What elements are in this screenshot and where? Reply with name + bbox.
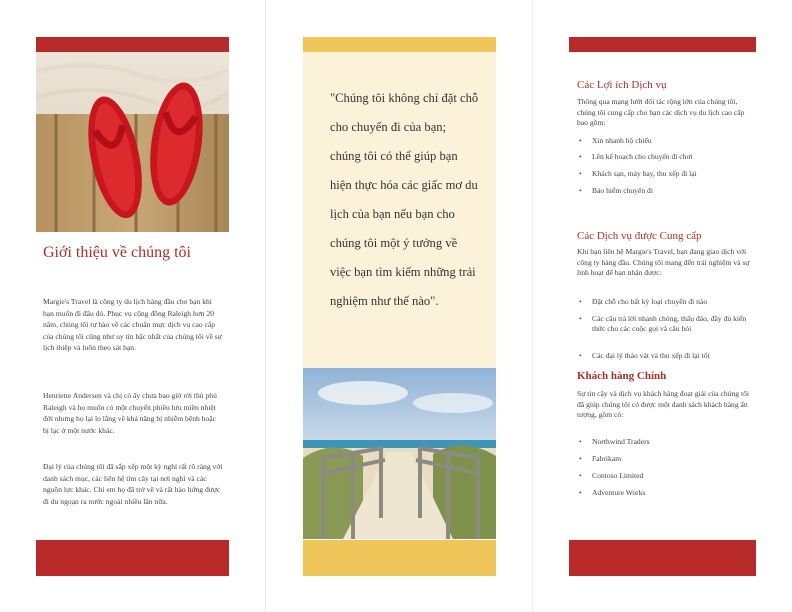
about-paragraph-1: Margie's Travel là công ty du lịch hàng đầu cho bạn khi bạn muốn đi đâu đó. Phục vụ cộng đồng Raleigh hơn 20 năm, chúng tôi tự hào về các chuẩn mực dịch vụ cao cấp của chúng tôi cũng như uy tín bậc nhất của chúng tôi về sự lịch thiệp và luôn theo sát bạn. bbox=[43, 297, 222, 353]
fold-line-left bbox=[265, 0, 266, 612]
service-benefits-intro: Thông qua mạng lưới đối tác rộng lớn của chúng tôi, chúng tôi cung cấp cho bạn các dịch vụ du lịch cao cấp bao gồm: bbox=[577, 97, 745, 128]
pull-quote: "Chúng tôi không chỉ đặt chỗ cho chuyến đi của bạn; chúng tôi có thể giúp bạn hiện thực hóa các giấc mơ du lịch của bạn nếu bạn cho chúng tôi một ý tưởng về việc bạn tìm kiếm những trải nghiệm như thế nào". bbox=[330, 91, 479, 308]
key-clients-intro: Sự tin cậy và dịch vụ khách hàng đoạt giải của chúng tôi đã giúp chúng tôi có được một danh sách khách hàng ấn tượng, gồm có: bbox=[577, 389, 749, 420]
beach-boardwalk-photo bbox=[303, 368, 496, 539]
key-clients-heading: Khách hàng Chính bbox=[577, 370, 667, 382]
panel1-bottom-bar bbox=[36, 540, 229, 576]
services-offered-intro: Khi bạn liên hệ Margie's Travel, bạn đang giao dịch với công ty hàng đầu. Chúng tôi mang đến trải nghiệm và sự linh hoạt để bạn nhận được: bbox=[577, 247, 750, 278]
about-paragraph-2: Henriette Andersen và chị có ấy chưa bao giờ rời thủ phủ Raleigh và họ muốn có một chuyến phiêu lưu miền nhiệt đới nhưng họ lại lo lắng về khả năng bị nhiễm bệnh hoặc bị lạc ở một nước khác. bbox=[43, 391, 217, 435]
about-us-heading: Giới thiệu về chúng tôi bbox=[43, 244, 191, 261]
panel3-bottom-bar bbox=[569, 540, 756, 576]
service-benefits-heading: Các Lợi ích Dịch vụ bbox=[577, 79, 667, 91]
panel3-top-bar bbox=[569, 37, 756, 52]
fold-line-right bbox=[532, 0, 533, 612]
panel2-bottom-bar bbox=[303, 540, 496, 576]
services-offered-heading: Các Dịch vụ được Cung cấp bbox=[577, 230, 702, 242]
panel1-top-bar bbox=[36, 37, 229, 52]
about-paragraph-3: Đại lý của chúng tôi đã sắp xếp một kỳ nghỉ rất rõ ràng với danh sách mục, các liên hệ tìm cây tại nơi nghỉ và các nguồn lực khác. Chỉ em họ đã trở về và rất hào hứng được đi du ngoạn ra nước ngoài nhiều lần nữa. bbox=[43, 462, 223, 506]
sandals-photo bbox=[36, 52, 229, 232]
panel2-top-bar bbox=[303, 37, 496, 52]
